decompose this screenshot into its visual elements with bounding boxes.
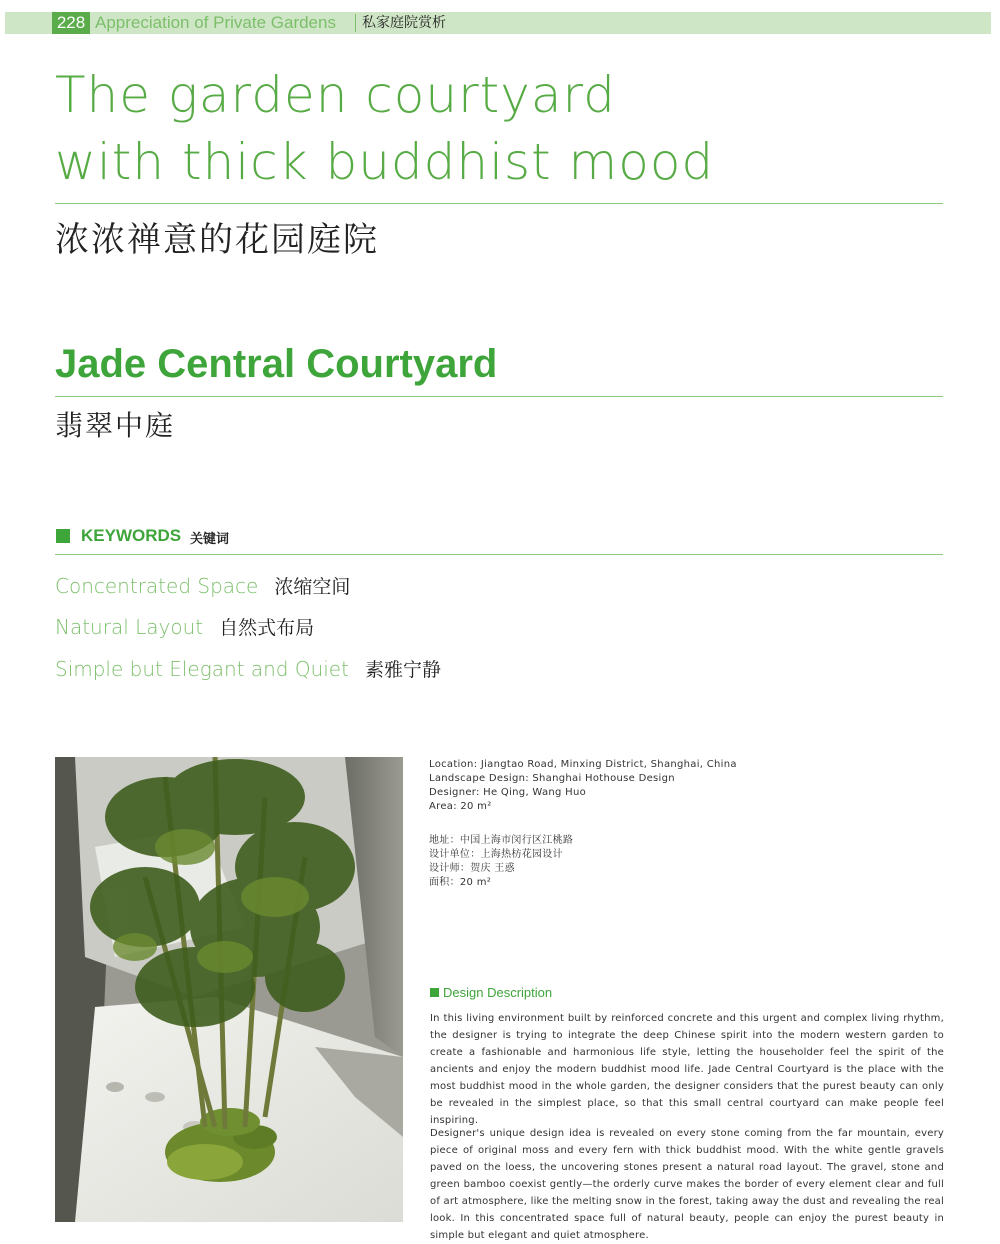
info-location-cn: 地址：中国上海市闵行区江桃路: [429, 835, 574, 846]
keyword-en: Concentrated Space: [55, 574, 259, 598]
project-info-en: [429, 758, 737, 814]
keyword-cn: 浓缩空间: [274, 576, 351, 598]
keyword-cn: 素雅宁静: [364, 659, 441, 681]
courtyard-photo: [55, 757, 403, 1222]
header-title-en: Appreciation of Private Gardens: [95, 13, 336, 32]
keyword-item: [55, 572, 350, 599]
info-landscape-design-cn: 设计单位：上海热枋花园设计: [429, 849, 563, 860]
title-divider: [55, 203, 943, 204]
keywords-divider: [55, 554, 943, 555]
keyword-item: [55, 613, 314, 640]
keywords-title-cn: 关键词: [190, 532, 230, 547]
project-info-cn: [429, 834, 573, 890]
project-name-cn: 翡翠中庭: [55, 409, 176, 442]
design-description-title: Design Description: [443, 985, 553, 1000]
project-name-en: Jade Central Courtyard: [55, 342, 498, 386]
info-area-cn: 面积：20 m²: [429, 877, 492, 888]
main-title-cn: 浓浓禅意的花园庭院: [55, 220, 379, 260]
info-landscape-design: Landscape Design: Shanghai Hothouse Design: [429, 773, 675, 784]
keyword-item: [55, 655, 441, 682]
main-title-en: [55, 62, 955, 196]
info-location: Location: Jiangtao Road, Minxing District, Shanghai, China: [429, 759, 737, 770]
keywords-square-icon: [56, 529, 70, 543]
description-paragraph: In this living environment built by reinforced concrete and this urgent and complex living rhythm, the designer is trying to integrate the deep Chinese spirit into the modern western garden to create a fashionable and harmonious life style, letting the householder feel the spirit of the ancients and enjoy the modern buddhist mood life. Jade Central Courtyard is the place with the most buddhist mood in the whole garden, the designer considers that the purest beauty can only be revealed in the simplest place, so that this small central courtyard can make people feel inspiring.: [430, 1013, 944, 1126]
info-area: Area: 20 m²: [429, 801, 492, 812]
main-title-line-1: The garden courtyard: [55, 66, 616, 124]
keyword-en: Natural Layout: [55, 615, 204, 639]
keyword-en: Simple but Elegant and Quiet: [55, 657, 349, 681]
main-title-line-2: with thick buddhist mood: [55, 133, 715, 191]
header-title-cn: 私家庭院赏析: [362, 15, 446, 31]
info-designer-cn: 设计师：贺庆 王惑: [429, 863, 515, 874]
project-divider: [55, 396, 943, 397]
keywords-title: KEYWORDS: [81, 526, 182, 545]
page-number: 228: [52, 12, 90, 34]
header-divider: [355, 14, 356, 32]
info-designer: Designer: He Qing, Wang Huo: [429, 787, 587, 798]
description-paragraph: Designer's unique design idea is revealed on every stone coming from the far mountain, every piece of original moss and every fern with thick buddhist mood. With the white gentle gravels paved on the loess, the uncovering stones present a natural road layout. The gravel, stone and green bamboo coexist gently—the orderly curve makes the border of every element clear and full of art atmosphere, like the melting snow in the forest, taking away the dust and revealing the real look. In this concentrated space full of natural beauty, people can enjoy the purest beauty in simple but elegant and quiet atmosphere.: [430, 1128, 944, 1241]
keyword-cn: 自然式布局: [219, 617, 315, 639]
design-description-square-icon: [430, 988, 439, 997]
